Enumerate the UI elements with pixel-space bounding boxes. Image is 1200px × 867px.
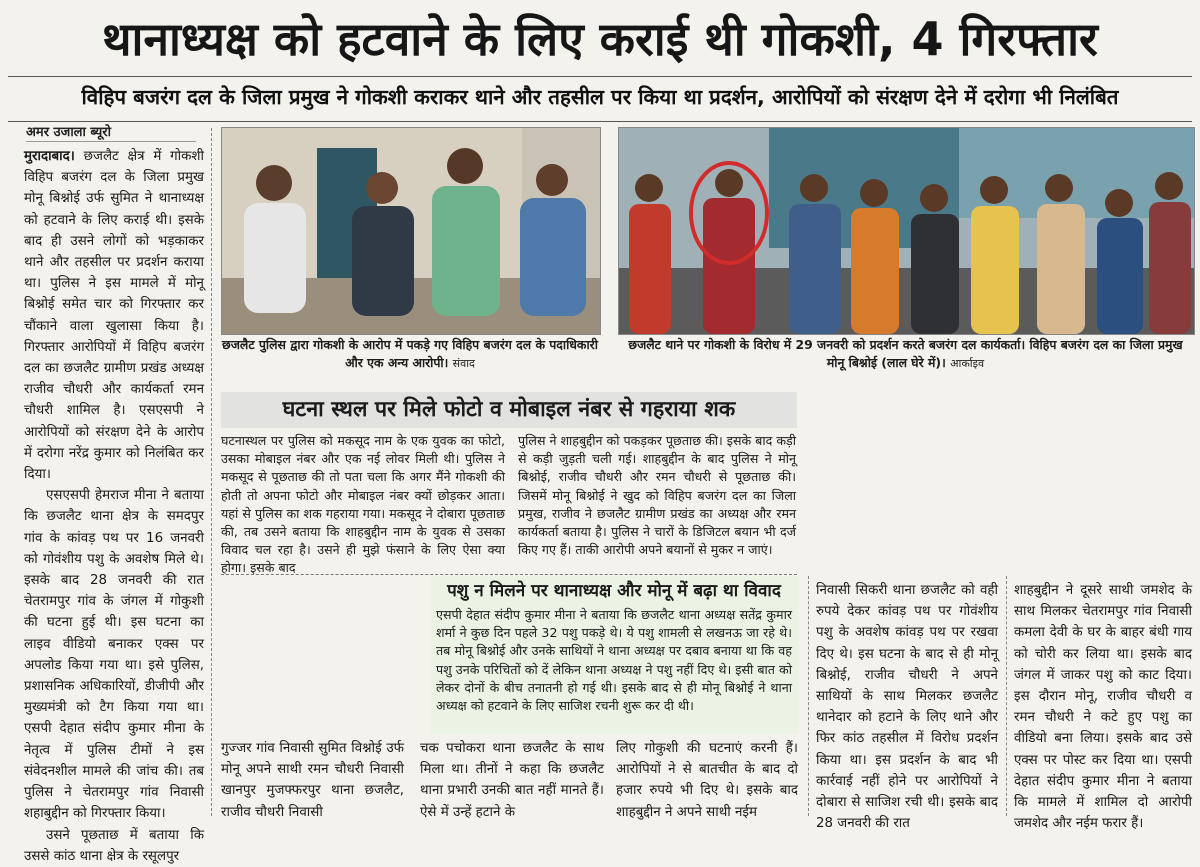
column-separator (1006, 576, 1007, 816)
photo2-caption (618, 336, 1193, 373)
caption-text: छजलैट थाने पर गोकशी के विरोध में 29 जनवरी को प्रदर्शन करते बजरंग दल कार्यकर्ता। विहिप बजरंग दल का जिला प्रमुख मोनू बिश्नोई (लाल घेरे में)। (628, 337, 1183, 370)
headline: थानाध्यक्ष को हटवाने के लिए कराई थी गोकशी, 4 गिरफ्तार (102, 12, 1098, 66)
bottom-column-1: गुज्जर गांव निवासी सुमित विश्नोई उर्फ मोनू अपने साथी रमन चौधरी निवासी खानपुर मुजफ्फरपुर थाना छजलैट, राजीव चौधरी निवासी (221, 741, 404, 820)
bottom-column-4: निवासी सिकरी थाना छजलैट को वही रुपये देकर कांवड़ पथ पर गोवंशीय पशु के अवशेष कांवड़ पथ पर रखवा दिए थे। इस घटना के बाद से ही मोनू बिश्नोई, राजीव चौधरी ने अपने साथियों के साथ मिलकर छजलैट थानेदार को हटाने के लिए थाने और फिर कांठ तहसील में विरोध प्रदर्शन किया था। इस प्रदर्शन के बाद भी कार्रवाई नहीं होने पर आरोपियों ने दोबारा से साजिश रची थी। इसके बाद 28 जनवरी की रात (816, 583, 998, 832)
box1-headline: घटना स्थल पर मिले फोटो व मोबाइल नंबर से गहराया शक (221, 392, 797, 428)
photo-credit: आर्काइव (950, 357, 985, 370)
bottom-column-5: शाहबुद्दीन ने दूसरे साथी जमशेद के साथ मिलकर चेतरामपुर गांव निवासी कमला देवी के घर के बाहर बंधी गाय को चोरी कर लिया था। इसके बाद जंगल में जाकर पशु को काट दिया। इस दौरान मोनू, राजीव चौधरी व रमन चौधरी ने कटे हुए पशु का वीडियो बना लिया। इसके बाद उसे एक्स पर पोस्ट कर दिया था। एसपी देहात संदीप कुमार मीना ने बताया कि मामले में शामिल दो आरोपी जमशेद और नईम फरार हैं। (1014, 583, 1192, 832)
bottom-column-2: चक पचोकरा थाना छजलैट के साथ मिला था। तीनों ने कहा कि छजलैट थाना प्रभारी उनकी बात नहीं मानते हैं। ऐसे में उन्हें हटाने के (420, 741, 604, 820)
box2-headline: पशु न मिलने पर थानाध्यक्ष और मोनू में बढ़ा था विवाद (447, 581, 781, 601)
divider (8, 121, 1192, 122)
photo-protest (618, 127, 1195, 335)
box1-column-2: पुलिस ने शाहबुद्दीन को पकड़कर पूछताछ की। इसके बाद कड़ी से कड़ी जुड़ती चली गई। शाहबुद्दीन के बाद पुलिस ने मोनू बिश्नोई, राजीव चौधरी और रमन चौधरी से पूछताछ की। जिसमें मोनू बिश्नोई ने खुद को विहिप बजरंग दल का जिला प्रमुख, राजीव ने छजलैट ग्रामीण प्रखंड का अध्यक्ष और रमन कार्यकर्ता बताया है। पुलिस ने चारों के डिजिटल बयान भी दर्ज किए गए हैं। ताकी आरोपी अपने बयानों से मुकर न जाएं। (518, 433, 796, 558)
paragraph-text: छजलैट क्षेत्र में गोकशी विहिप बजरंग दल के जिला प्रमुख मोनू बिश्नोई उर्फ सुमित ने थानाध्यक्ष को हटवाने के लिए कराई थी। इसके बाद ही उसने लोगों को भड़काकर थाने और तहसील पर प्रदर्शन कराया था। पुलिस ने इस मामले में मोनू बिश्नोई समेत चार को गिरफ्तार कर चौंकाने वाला खुलासा किया है। गिरफ्तार आरोपियों में विहिप बजरंग दल का छजलैट ग्रामीण प्रखंड अध्यक्ष राजीव चौधरी और कार्यकर्ता रमन चौधरी शामिल है। एसएसपी ने आरोपियों को संरक्षण देने के आरोप में दरोगा नरेंद्र कुमार को निलंबित कर दिया। (24, 149, 204, 483)
box2-body: एसपी देहात संदीप कुमार मीना ने बताया कि छजलैट थाना अध्यक्ष सतेंद्र कुमार शर्मा ने कुछ दिन पहले 32 पशु पकड़े थे। ये पशु शामली से लखनऊ जा रहे थे। तब मोनू बिश्नोई और उनके साथियों ने थाना अध्यक्ष पर दबाव बनाया था कि वह पशु उनके परिचितों को दें लेकिन थाना अध्यक्ष ने पशु नहीं दिए थे। इसी बात को लेकर दोनों के बीच तनातनी हो गई थी। इसके बाद से ही मोनू बिश्नोई ने थाना अध्यक्ष को हटवाने के लिए साजिश रचनी शुरू कर दी थी। (436, 607, 792, 714)
photo-credit: संवाद (452, 357, 475, 370)
subheadline: विहिप बजरंग दल के जिला प्रमुख ने गोकशी कराकर थाने और तहसील पर किया था प्रदर्शन, आरोपियों को संरक्षण देने में दरोगा भी निलंबित (81, 85, 1119, 109)
box1-column-1: घटनास्थल पर पुलिस को मकसूद नाम के एक युवक का फोटो, उसका मोबाइल नंबर और एक नई लोवर मिली थी। पुलिस ने मकसूद से पूछताछ की तो पता चला कि अगर मैंने गोकशी की होती तो अपना फोटो और मोबाइल नंबर क्यों छोड़कर आता। यहां से पुलिस का शक गहराया गया। मकसूद ने दोबारा पूछताछ की, तब उसने बताया कि शाहबुद्दीन नाम के युवक से उसका विवाद चल रहा है। उसने ही मुझे फंसाने के लिए ऐसा क्या होगा। इसके बाद (221, 433, 505, 576)
byline: अमर उजाला ब्यूरो (26, 125, 111, 140)
column-separator (808, 576, 809, 816)
photo1-caption (221, 336, 599, 373)
caption-text: छजलैट पुलिस द्वारा गोकशी के आरोप में पकड़े गए विहिप बजरंग दल के पदाधिकारी और एक अन्य आरोपी। (222, 337, 598, 370)
photo-illustration (222, 128, 600, 334)
photo-arrested-accused (221, 127, 601, 335)
dateline: मुरादाबाद। (24, 149, 75, 164)
photo-illustration (619, 128, 1194, 334)
divider (26, 141, 196, 142)
article-paragraph: उसने पूछताछ में बताया कि उससे कांठ थाना क्षेत्र के रसूलपुर (24, 827, 204, 864)
divider (221, 574, 797, 575)
article-paragraph (24, 146, 204, 485)
column-separator (211, 128, 212, 816)
article-paragraph: एसएसपी हेमराज मीना ने बताया कि छजलैट थाना क्षेत्र के समदपुर गांव के कांवड़ पथ पर 16 जनवरी को गोवंशीय पशु के अवशेष मिले थे। इसके बाद 28 जनवरी की रात चेतरामपुर गांव के जंगल में गोकुशी की घटना हुई थी। इस घटना का लाइव वीडियो बनाकर एक्स पर अपलोड किया गया था। इसे पुलिस, प्रशासनिक अधिकारियों, डीजीपी और मुख्यमंत्री को टैग किया गया था। एसपी देहात संदीप कुमार मीना के नेतृत्व में पुलिस टीमों ने इस संवेदनशील मामले की जांच की। तब पुलिस ने चेतरामपुर गांव निवासी शहाबुद्दीन को गिरफ्तार किया। (24, 488, 204, 822)
left-column (24, 146, 204, 864)
bottom-column-3: लिए गोकुशी की घटनाएं करनी हैं। आरोपियों ने से बातचीत के बाद दो हजार रुपये भी दिए थे। इसके बाद शाहबुद्दीन ने अपने साथी नईम (616, 741, 798, 820)
